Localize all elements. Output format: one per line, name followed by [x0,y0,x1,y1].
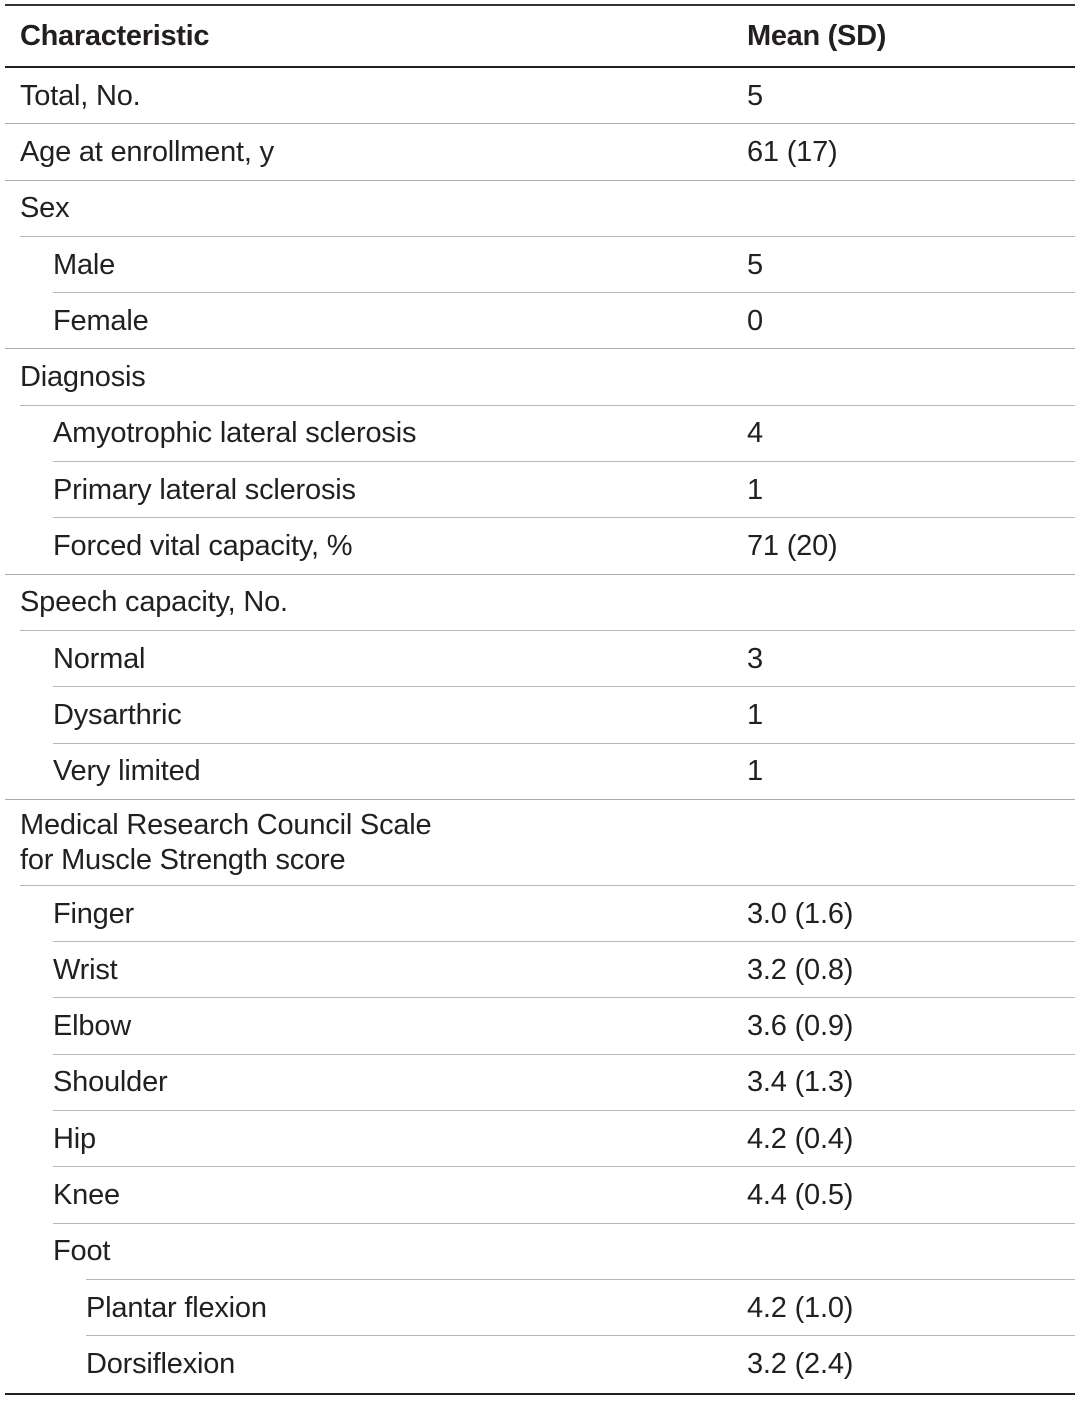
row-label: Medical Research Council Scale for Muscle Strength score [20,808,432,876]
table-row [5,687,1075,743]
table-header-row [5,6,1075,68]
table-body [5,68,1075,1393]
row-label: Female [53,304,149,337]
table-row [5,800,1075,886]
row-value: 3.6 (0.9) [747,1010,854,1043]
row-value: 0 [747,304,763,337]
row-label: Sex [20,192,70,225]
row-value: 3.2 (0.8) [747,953,854,986]
table-row [5,998,1075,1054]
row-value: 5 [747,248,763,281]
header-characteristic: Characteristic [20,19,210,52]
table-row [5,181,1075,237]
row-label: Foot [53,1235,111,1268]
row-label: Knee [53,1178,120,1211]
row-label: Plantar flexion [86,1291,267,1324]
table-row [5,1336,1075,1392]
row-label: Diagnosis [20,361,146,394]
row-label: Finger [53,897,134,930]
row-label: Elbow [53,1010,131,1043]
table-row [5,1111,1075,1167]
row-label: Wrist [53,953,118,986]
row-value: 1 [747,755,763,788]
table-row [5,575,1075,631]
table-row [5,462,1075,518]
row-value: 1 [747,698,763,731]
table-row [5,631,1075,687]
row-label: Normal [53,642,146,675]
table-row [5,942,1075,998]
row-value: 3.2 (2.4) [747,1347,854,1380]
table-row [5,1055,1075,1111]
table-row [5,1280,1075,1336]
table-row [5,886,1075,942]
table-row [5,293,1075,349]
row-value: 5 [747,79,763,112]
table-row [5,124,1075,180]
table-row [5,68,1075,124]
row-value: 3 [747,642,763,675]
row-label: Age at enrollment, y [20,135,274,168]
row-label: Amyotrophic lateral sclerosis [53,417,417,450]
row-label: Male [53,248,116,281]
row-label: Total, No. [20,79,141,112]
row-label: Hip [53,1122,96,1155]
row-value: 4.2 (0.4) [747,1122,854,1155]
row-value: 4.4 (0.5) [747,1178,854,1211]
row-value: 4.2 (1.0) [747,1291,854,1324]
header-mean-sd: Mean (SD) [747,19,887,52]
row-label: Dysarthric [53,698,182,731]
bottom-rule [5,1393,1075,1395]
row-value: 61 (17) [747,135,838,168]
row-value: 1 [747,473,763,506]
row-value: 3.4 (1.3) [747,1066,854,1099]
table-row [5,744,1075,800]
row-value: 71 (20) [747,530,838,563]
row-label: Dorsiflexion [86,1347,236,1380]
row-label: Shoulder [53,1066,168,1099]
table-row [5,1167,1075,1223]
row-value: 3.0 (1.6) [747,897,854,930]
row-value: 4 [747,417,763,450]
table-row [5,518,1075,574]
row-label: Speech capacity, No. [20,586,288,619]
row-label: Forced vital capacity, % [53,530,353,563]
table-row [5,349,1075,405]
table-row [5,237,1075,293]
row-label: Primary lateral sclerosis [53,473,356,506]
table-row [5,1224,1075,1280]
characteristics-table [5,4,1075,1395]
table-row [5,406,1075,462]
row-label: Very limited [53,755,201,788]
